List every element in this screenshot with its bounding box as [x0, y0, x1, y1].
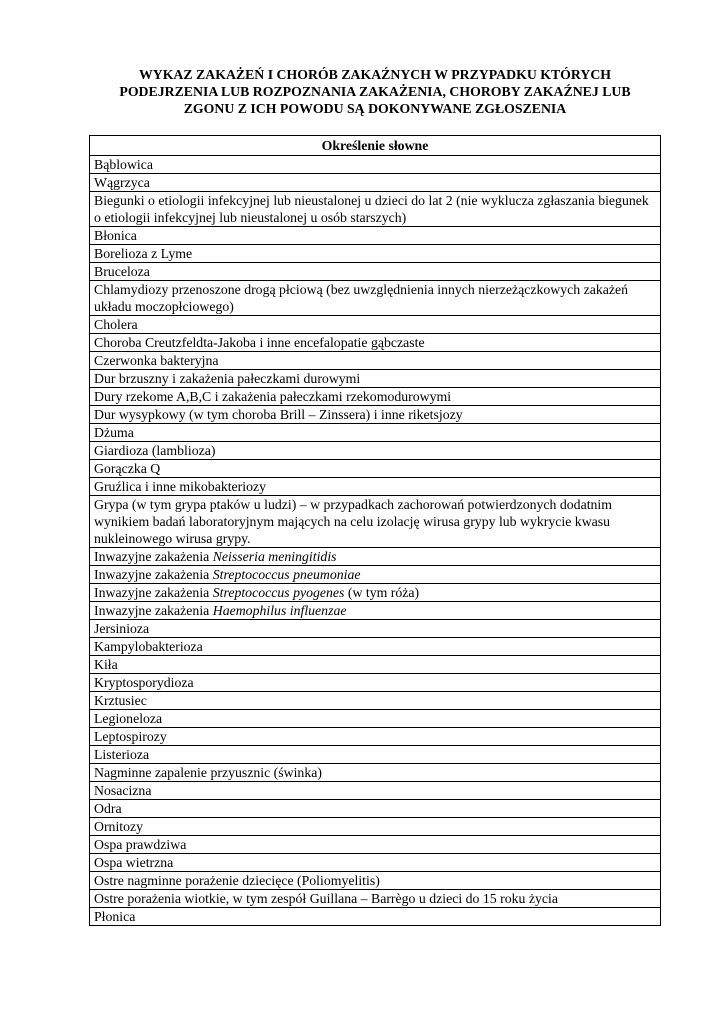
disease-prefix: Inwazyjne zakażenia [94, 567, 213, 582]
disease-cell: Bąblowica [90, 156, 661, 174]
disease-cell: Kiła [90, 656, 661, 674]
table-row [90, 388, 661, 406]
disease-prefix: Inwazyjne zakażenia [94, 603, 213, 618]
table-row [90, 406, 661, 424]
table-row [90, 245, 661, 263]
disease-cell [90, 602, 661, 620]
table-row [90, 728, 661, 746]
disease-cell: Ospa wietrzna [90, 854, 661, 872]
disease-cell: Wągrzyca [90, 174, 661, 192]
table-row [90, 370, 661, 388]
disease-cell: Gruźlica i inne mikobakteriozy [90, 478, 661, 496]
table-row [90, 710, 661, 728]
disease-cell: Cholera [90, 316, 661, 334]
table-row [90, 316, 661, 334]
disease-prefix: Inwazyjne zakażenia [94, 585, 213, 600]
table-row [90, 281, 661, 316]
pathogen-name: Streptococcus pyogenes [212, 585, 345, 600]
disease-cell: Gorączka Q [90, 460, 661, 478]
disease-cell: Bruceloza [90, 263, 661, 281]
document-title [90, 66, 660, 117]
table-row [90, 548, 661, 566]
table-row [90, 800, 661, 818]
pathogen-name: Streptococcus pneumoniae [212, 567, 361, 582]
disease-cell: Nagminne zapalenie przyusznic (świnka) [90, 764, 661, 782]
table-row [90, 854, 661, 872]
disease-cell: Grypa (w tym grypa ptaków u ludzi) – w przypadkach zachorowań potwierdzonych dodatnim wynikiem badań laboratoryjnym mających na celu izolację wirusa grypy lub wykrycie kwasu nukleinowego wirusa grypy. [90, 496, 661, 548]
table-body [90, 156, 661, 926]
disease-cell: Czerwonka bakteryjna [90, 352, 661, 370]
table-row [90, 890, 661, 908]
disease-cell: Ospa prawdziwa [90, 836, 661, 854]
disease-cell: Choroba Creutzfeldta-Jakoba i inne encefalopatie gąbczaste [90, 334, 661, 352]
table-row [90, 782, 661, 800]
table-row [90, 656, 661, 674]
table-row [90, 674, 661, 692]
disease-cell: Błonica [90, 227, 661, 245]
table-row [90, 764, 661, 782]
disease-cell [90, 548, 661, 566]
table-row [90, 692, 661, 710]
table-row [90, 352, 661, 370]
pathogen-name: Haemophilus influenzae [212, 603, 347, 618]
disease-cell: Krztusiec [90, 692, 661, 710]
disease-cell: Odra [90, 800, 661, 818]
disease-suffix: (w tym róża) [344, 585, 420, 600]
table-row [90, 478, 661, 496]
disease-cell: Giardioza (lamblioza) [90, 442, 661, 460]
table-row [90, 908, 661, 926]
disease-cell: Dur brzuszny i zakażenia pałeczkami durowymi [90, 370, 661, 388]
disease-cell: Listerioza [90, 746, 661, 764]
table-row [90, 460, 661, 478]
disease-cell [90, 566, 661, 584]
table-row [90, 566, 661, 584]
disease-cell: Jersinioza [90, 620, 661, 638]
table-row [90, 442, 661, 460]
disease-table [89, 135, 661, 926]
disease-cell: Biegunki o etiologii infekcyjnej lub nieustalonej u dzieci do lat 2 (nie wyklucza zgłaszania biegunek o etiologii infekcyjnej lub nieustalonej u osób starszych) [90, 192, 661, 227]
disease-cell: Ornitozy [90, 818, 661, 836]
table-row [90, 156, 661, 174]
disease-cell: Ostre porażenia wiotkie, w tym zespół Guillana – Barrègo u dzieci do 15 roku życia [90, 890, 661, 908]
column-header: Określenie słowne [90, 136, 661, 156]
disease-cell: Płonica [90, 908, 661, 926]
disease-cell: Legioneloza [90, 710, 661, 728]
disease-cell [90, 584, 661, 602]
disease-prefix: Inwazyjne zakażenia [94, 549, 213, 564]
table-row [90, 638, 661, 656]
disease-cell: Borelioza z Lyme [90, 245, 661, 263]
table-row [90, 746, 661, 764]
disease-cell: Kryptosporydioza [90, 674, 661, 692]
table-row [90, 602, 661, 620]
disease-cell: Dury rzekome A,B,C i zakażenia pałeczkami rzekomodurowymi [90, 388, 661, 406]
table-row [90, 174, 661, 192]
table-row [90, 227, 661, 245]
table-row [90, 584, 661, 602]
disease-cell: Leptospirozy [90, 728, 661, 746]
disease-cell: Chlamydiozy przenoszone drogą płciową (bez uwzględnienia innych nierzeżączkowych zakażeń układu moczopłciowego) [90, 281, 661, 316]
title-line: PODEJRZENIA LUB ROZPOZNANIA ZAKAŻENIA, CHOROBY ZAKAŹNEJ LUB [119, 84, 631, 99]
table-row [90, 496, 661, 548]
disease-cell: Dur wysypkowy (w tym choroba Brill – Zinssera) i inne riketsjozy [90, 406, 661, 424]
table-row [90, 872, 661, 890]
pathogen-name: Neisseria meningitidis [212, 549, 337, 564]
table-row [90, 818, 661, 836]
disease-cell: Ostre nagminne porażenie dziecięce (Poliomyelitis) [90, 872, 661, 890]
title-line: WYKAZ ZAKAŻEŃ I CHORÓB ZAKAŹNYCH W PRZYPADKU KTÓRYCH [138, 67, 612, 82]
table-row [90, 424, 661, 442]
table-row [90, 620, 661, 638]
table-header-row [90, 136, 661, 156]
table-row [90, 836, 661, 854]
table-row [90, 334, 661, 352]
disease-cell: Nosacizna [90, 782, 661, 800]
disease-cell: Kampylobakterioza [90, 638, 661, 656]
table-row [90, 192, 661, 227]
title-line: ZGONU Z ICH POWODU SĄ DOKONYWANE ZGŁOSZENIA [183, 101, 567, 116]
table-row [90, 263, 661, 281]
disease-cell: Dżuma [90, 424, 661, 442]
